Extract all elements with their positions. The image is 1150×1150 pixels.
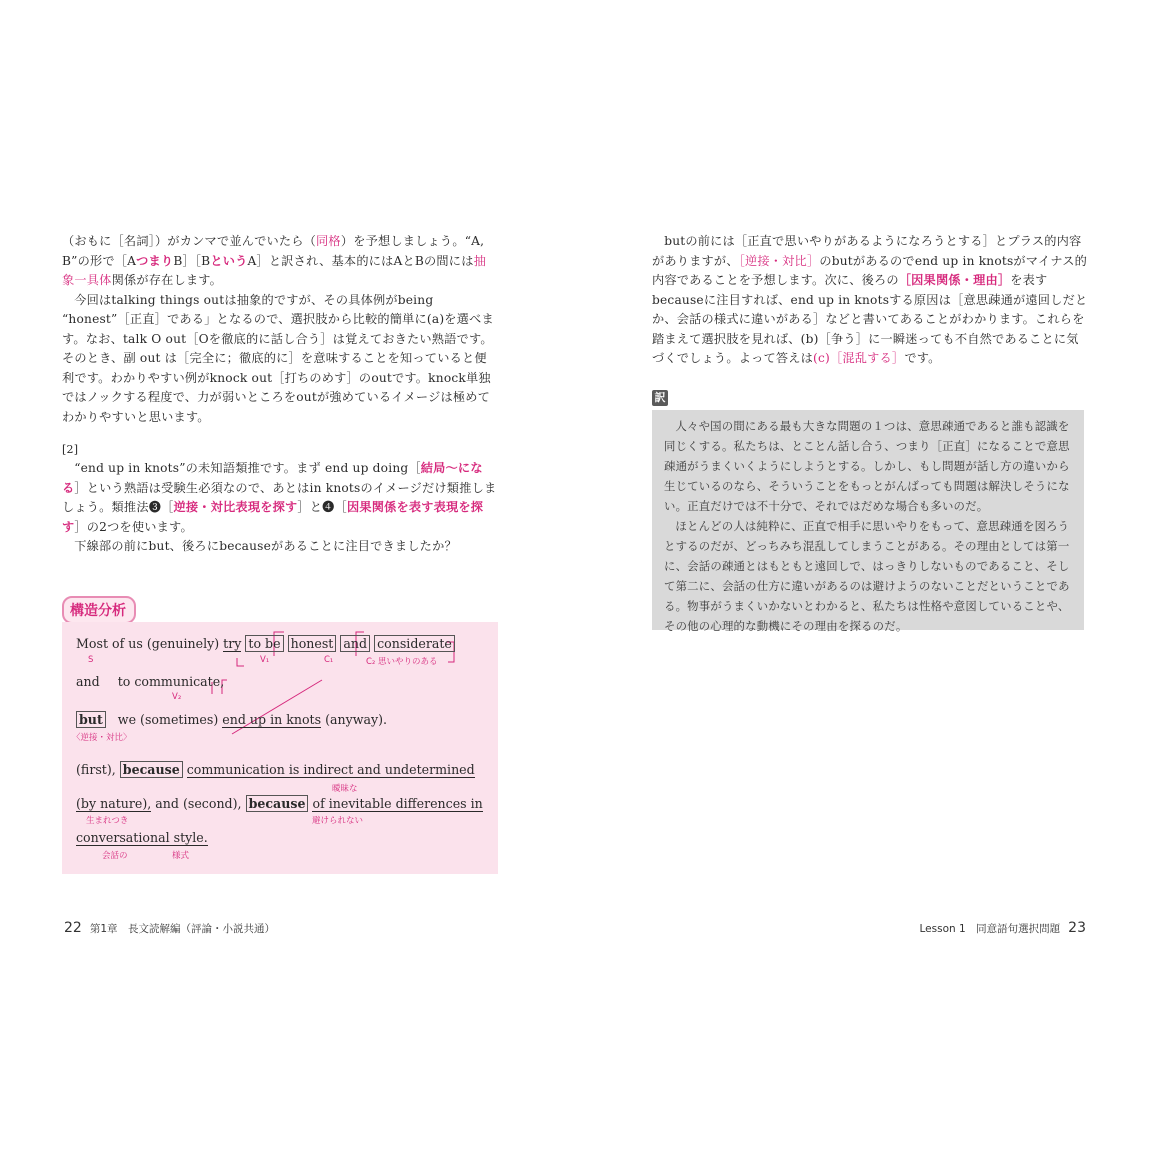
kozo-word: to communicate, [117, 674, 225, 689]
kozo-word: to be [245, 635, 283, 652]
anno-subject: S [88, 655, 94, 665]
page-number: 22 [64, 920, 82, 936]
left-paragraph-1 [62, 232, 498, 291]
left-footer [56, 920, 275, 936]
kozo-word: (genuinely) [146, 636, 220, 651]
anno-gloss: 避けられない [312, 816, 364, 826]
anno-complement-2: C₂ 思いやりのある [366, 657, 438, 667]
highlight-term: (c)［混乱する］ [813, 351, 905, 365]
kozo-word: Most of us [76, 636, 143, 651]
lesson-title: Lesson 1 同意語句選択問題 [919, 923, 1061, 935]
kozo-phrase: conversational style. [76, 830, 208, 845]
kozo-line-5 [76, 796, 483, 811]
anno-gloss: 生まれつき [86, 816, 129, 826]
right-footer [920, 920, 1095, 936]
anno-gloss: 様式 [172, 851, 190, 861]
highlight-term: 因果関係を表す表現を探す [62, 500, 484, 534]
text-run: を表すbecauseに注目すれば、end up in knotsする原因は［意思疎通が遠回しだとか、会話の様式に違いがある］などと書いてあることがわかります。これらを踏まえて選択肢を見れば、(b)［争う］に一瞬迷っても不自然であることに気づくでしょう。よって答えは [652, 273, 1088, 365]
kozo-word: (by nature), [76, 796, 152, 811]
highlight-term: 逆接・対比表現を探す [173, 500, 298, 514]
highlight-term: という [210, 253, 248, 268]
translation-paragraph-1: 人々や国の間にある最も大きな問題の１つは、意思疎通であると誰も認識を同じくする。私たちは、とことん話し合う、つまり［正直］になることで意思疎通がうまくいくようにしようとする。しかし、もし問題が話し方の違いから生じているのなら、そういうことをもっとがんばっても問題は解決しそうにない。正直だけでは不十分で、それではだめな場合も多いのだ。 [664, 419, 1070, 513]
left-paragraph-2: 今回はtalking things outは抽象的ですが、その具体例がbeing “honest”［正直］である」となるので、選択肢から比較的簡単に(a)を選べます。なお、talk O out［Oを徹底的に話し合う］は覚えておきたい熟語です。そのとき、副 out は［完全に；徹底的に］を意味することを知っていると便利です。わかりやすい例がknock out［打ちのめす］のoutです。knock単独ではノックする程度で、力が弱いところをoutが強めているイメージは極めてわかりやすいと思います。 [62, 292, 494, 424]
anno-complement-1: C₁ [324, 655, 334, 665]
translation-box [652, 410, 1084, 633]
kozo-line-6 [76, 830, 208, 845]
kozo-word: (first), [76, 762, 116, 777]
anno-verb-2: V₂ [172, 692, 182, 702]
kozo-line-1 [76, 636, 455, 651]
text-run: A］と訳され、基本的にはAとBの間には [247, 253, 474, 268]
highlight-term: ［因果関係・理由］ [898, 273, 1011, 287]
kozo-clause: communication is indirect and undetermined [186, 762, 475, 777]
structure-analysis-label: 構造分析 [62, 596, 136, 624]
kozo-conjunction: because [120, 761, 183, 778]
arrow-line [237, 658, 244, 666]
kozo-word: and [340, 635, 370, 652]
kozo-line-2 [76, 674, 224, 689]
right-paragraph-1 [652, 232, 1088, 369]
text-run: B］［B [173, 253, 211, 268]
text-run: ］と❹［ [297, 500, 347, 514]
text-run: ］という熟語は受験生必須なので、あとはin knotsのイメージだけ類推しましょう。類推法❸［ [62, 480, 497, 514]
highlight-term: 同格 [316, 234, 341, 248]
anno-contrast: 〈逆接・対比〉 [72, 733, 132, 743]
left-paragraph-3 [62, 459, 498, 537]
text-run: ）を予想しましょう。“A, B”の形で［A [62, 234, 485, 268]
kozo-word: considerate [374, 635, 455, 652]
kozo-phrase: of inevitable differences in [312, 796, 483, 811]
highlight-term: 結局～になる [62, 461, 483, 495]
text-run: 関係が存在します。 [111, 273, 223, 287]
page-number: 23 [1068, 920, 1086, 936]
highlight-term: つまり [136, 253, 174, 268]
text-run: のbutがあるのでend up in knotsがマイナス的内容であることを予想します。次に、後ろの [652, 253, 1088, 287]
text-run: ］の2つを使います。 [74, 519, 193, 534]
kozo-word: (sometimes) [140, 712, 219, 727]
right-page [652, 232, 1088, 369]
anno-gloss: 会話の [102, 851, 128, 861]
kozo-line-4 [76, 762, 475, 777]
kozo-word: and [76, 674, 100, 689]
kozo-verb: try [223, 636, 242, 651]
highlight-term: 抽象一具体 [62, 253, 486, 287]
anno-gloss: 曖昧な [332, 784, 358, 794]
kozo-line-3 [76, 712, 387, 727]
left-paragraph-4: 下線部の前にbut、後ろにbecauseがあることに注目できましたか？ [74, 539, 457, 553]
text-run: “end up in knots”の未知語類推です。まず end up doing［ [74, 461, 421, 475]
anno-verb-1: V₁ [260, 655, 270, 665]
kozo-word: (anyway). [325, 712, 388, 727]
structure-analysis-box [62, 622, 498, 874]
section-mark: [2] [62, 443, 79, 456]
text-run: butの前には［正直で思いやりがあるようになろうとする］とプラス的内容がありますが、 [652, 234, 1082, 268]
text-run: です。 [904, 351, 941, 365]
highlight-term: ［逆接・対比］ [738, 253, 820, 268]
kozo-conjunction: but [76, 711, 106, 728]
translation-paragraph-2: ほとんどの人は純粋に、正直で相手に思いやりをもって、意思疎通を図ろうとするのだが、どっちみち混乱してしまうことがある。その理由としては第一に、会話の疎通とはもともと遠回しで、はっきりしないものであること、そして第二に、会話の仕方に違いがあるのは避けようのないことだということである。物事がうまくいかないとわかると、私たちは性格や意図していることや、その他の心理的な動機にその理由を探るのだ。 [664, 519, 1070, 633]
chapter-title: 第1章 長文読解編（評論・小説共通） [89, 923, 276, 935]
left-page [62, 232, 498, 557]
translation-icon: 訳 [652, 390, 668, 406]
text-run: （おもに［名詞］）がカンマで並んでいたら（ [62, 234, 317, 248]
kozo-word: we [117, 712, 137, 727]
kozo-target-phrase: end up in knots [222, 712, 322, 727]
kozo-word: honest [288, 635, 337, 652]
kozo-conjunction: because [246, 795, 309, 812]
kozo-word: and (second), [155, 796, 242, 811]
